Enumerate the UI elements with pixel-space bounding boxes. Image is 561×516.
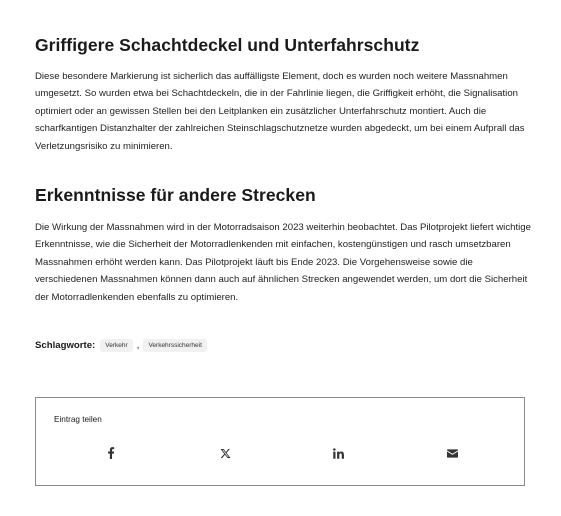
mail-share-button[interactable] (445, 446, 459, 460)
linkedin-icon (333, 448, 344, 459)
x-icon (220, 448, 231, 459)
share-box (35, 397, 525, 486)
tags-label: Schlagworte: (35, 340, 96, 351)
linkedin-share-button[interactable] (331, 446, 345, 460)
share-title: Eintrag teilen (54, 415, 102, 424)
tag-verkehrssicherheit[interactable]: Verkehrssicherheit (143, 339, 206, 352)
tag-separator: , (136, 340, 140, 351)
section-heading-erkenntnisse: Erkenntnisse für andere Strecken (35, 185, 316, 205)
tag-verkehr[interactable]: Verkehr (100, 339, 132, 352)
section-heading-schachtdeckel: Griffigere Schachtdeckel und Unterfahrschutz (35, 35, 420, 55)
x-share-button[interactable] (218, 446, 232, 460)
facebook-icon (107, 447, 115, 459)
facebook-share-button[interactable] (104, 446, 118, 460)
mail-icon (447, 449, 458, 458)
section-paragraph-schachtdeckel: Diese besondere Markierung ist sicherlich das auffälligste Element, doch es wurden noch weitere Massnahmen umgesetzt. So wurden etwa bei Schachtdeckeln, die in der Fahrlinie liegen, die Griffigkeit erhöht, die Signalisation optimiert oder an gewissen Stellen bei den Leitplanken ein zusätzlicher Unterfahrschutz montiert. Auch die scharfkantigen Distanzhalter der zahlreichen Steinschlagschutznetze wurden abgedeckt, um bei einem Aufprall das Verletzungsrisiko zu minimieren. (35, 71, 525, 152)
tag-list (35, 339, 207, 352)
section-paragraph-erkenntnisse: Die Wirkung der Massnahmen wird in der Motorradsaison 2023 weiterhin beobachtet. Das Pilotprojekt liefert wichtige Erkenntnisse, wie die Sicherheit der Motorradlenkenden mit einfachen, kostengünstigen und rasch umsetzbaren Massnahmen erhöht werden kann. Das Pilotprojekt läuft bis Ende 2023. Die Vorgehensweise sowie die verschiedenen Massnahmen können dann auch auf ähnlichen Strecken angewendet werden, um dort die Sicherheit der Motorradlenkenden ebenfalls zu optimieren. (35, 222, 531, 303)
